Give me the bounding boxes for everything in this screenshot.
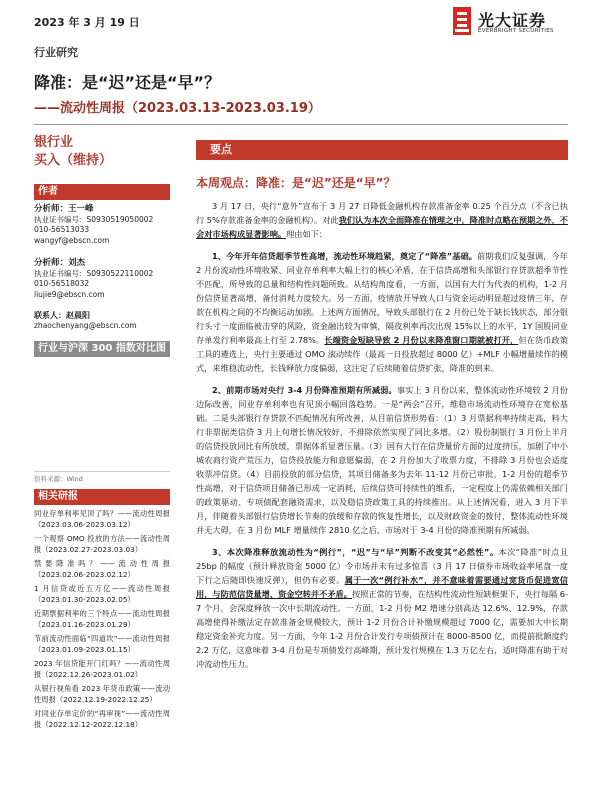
everbright-logo bbox=[452, 6, 570, 40]
paragraph-point-3: 3、本次降准释放流动性为“例行”，“迟”与“早”判断不改变其“必然性”。本次“降准”时点且 25bp 的幅度（预计释放资金 5000 亿）令市场并未有过多惊喜（3 月 17 日债券市场收益率尾盘一度下行之后随即快速反弹），但仍有必要。属于一次“例行补水”，并不意味着需要通过宽货币促进宽信用，与防范信贷量增、资金空转并不矛盾。按照正常的节奏，在结构性流动性短缺框架下，央行每隔 6-7 个月，会深度释放一次中长期流动性。一方面，1-2 月份 M2 增速分别高达 12.6%、12.9%，存款高增使得补缴法定存款准备金规模较大，预计 1-2 月份合计补缴规模超过 7000 亿，需要加大中长期稳定资金补充力度。另一方面，今年 1-2 月份合计发行专项债预计在 8000-8500 亿，而提前批额度约 2.2 万亿，这意味着 3-4 月份是专项债发行高峰期，预计发行规模在 1.3 万亿左右，适时降准有助于对冲流动性压力。 bbox=[196, 547, 569, 669]
authors-header: 作者 bbox=[34, 184, 170, 200]
chart-header: 行业与沪深 300 指数对比图 bbox=[34, 341, 170, 357]
related-report-link[interactable]: 禁要降准吗？——流动性周报（2023.02.06-2023.02.12） bbox=[34, 559, 170, 579]
viewpoint-heading: 本周观点：降准：是“迟”还是“早”？ bbox=[196, 176, 396, 190]
related-report-link[interactable]: 对同业存单定价的“再审视”——流动性周报（2022.12.12-2022.12.18） bbox=[34, 709, 170, 729]
header-divider bbox=[34, 124, 568, 125]
report-category: 行业研究 bbox=[34, 46, 78, 59]
logo-en-text: EVERBRIGHT SECURITIES bbox=[478, 28, 554, 34]
report-date: 2023 年 3 月 19 日 bbox=[34, 16, 140, 29]
related-report-link[interactable]: 一个观察 OMO 投放的方法——流动性周报（2023.02.27-2023.03.03） bbox=[34, 534, 170, 554]
everbright-logo-icon bbox=[452, 6, 472, 36]
related-reports-list bbox=[34, 509, 170, 730]
contact-name: 联系人：赵晨阳 bbox=[34, 311, 90, 320]
related-report-link[interactable]: 从银行视角看 2023 年货币政策——流动性周报（2022.12.19-2022.12.25） bbox=[34, 684, 170, 704]
author-license: 执业证书编号：S0930519050002 bbox=[34, 214, 154, 224]
sidebar bbox=[34, 134, 170, 734]
paragraph-point-1: 1、今年开年信贷超季节性高增，流动性环境趋紧，奠定了“降准”基础。前期我们反复强调，今年 2 月份流动性环境收紧、同业存单利率大幅上行的核心矛盾，在于信贷高增和头部银行存贷款超季节性不匹配，所导致的总量和结构性问题所致。从结构角度看，一方面，以国有大行为代表的机构，1-2 月份信贷显著高增，备付消耗力度较大。另一方面，疫情放开导致人口与资金运动明显超过疫情三年，存款在机构之间的不均衡运动加剧。上述两方面情况，导致头部银行在 2 月份已处于缺长钱状态，部分银行头寸一度面临被击穿的风险，资金融出较为审慎，隔夜利率再次出现 15%以上的水平，1Y 国股同业存单发行利率最高上行至 2.78%。长端资金短缺导致 2 月份以来降准窗口期就被打开，但在货币政策工具的遴选上，央行主要通过 OMO 滚动续作（最高一日投放超过 8000 亿）+MLF 小幅增量续作的模式，来维稳流动性，长钱释放力度偏弱，这注定了后续随着信贷扩张，降准的到来。 bbox=[196, 251, 568, 373]
related-report-link[interactable]: 2023 年信贷能开门红吗？——流动性周报（2022.12.26-2023.01.02） bbox=[34, 659, 170, 679]
related-report-link[interactable]: 同业存单利率见顶了吗？——流动性周报（2023.03.06-2023.03.12） bbox=[34, 509, 170, 529]
main-content bbox=[196, 134, 568, 671]
report-subtitle: ——流动性周报（2023.03.13-2023.03.19） bbox=[34, 101, 321, 116]
author-license: 执业证书编号：S0930522110002 bbox=[34, 268, 154, 278]
author-phone: 010-56513033 bbox=[34, 225, 90, 234]
author-name: 分析师：刘杰 bbox=[34, 258, 86, 268]
index-comparison-chart-placeholder bbox=[34, 359, 170, 472]
related-report-link[interactable]: 近期票据利率的三个特点——流动性周报（2023.01.16-2023.01.29） bbox=[34, 609, 170, 629]
author-name: 分析师：王一峰 bbox=[34, 204, 94, 214]
industry-label: 银行业 bbox=[34, 135, 74, 150]
author-phone: 010-56518032 bbox=[34, 279, 90, 288]
author-email[interactable]: liujie9@ebscn.com bbox=[34, 289, 105, 299]
contact-email[interactable]: zhaochenyang@ebscn.com bbox=[34, 321, 137, 330]
rating-label: 买入（维持） bbox=[34, 153, 113, 168]
related-reports-header: 相关研报 bbox=[34, 489, 170, 505]
paragraph-point-2: 2、前期市场对央行 3-4 月份降准预期有所减弱。事实上 3 月份以来，整体流动性环境较 2 月份边际改善，同业存单利率也有见顶小幅回落趋势。一是“两会”召开，维稳市场流动性环境存在宽松基础。二是头部银行存贷款不匹配情况有所改善，从目前信贷形势看：（1）3 月票据利率持续走高，料大行非票据类信贷 3 月上旬增长情况较好，不排除依然实现了同比多增。（2）股份制银行 3 月份上半月的信贷投放同比有所放缓，票据体系显著压量。（3）国有大行在信贷量价方面的过度挤压，加剧了中小城农商行资产荒压力，信贷投放能力和意愿偏弱，在 2 月份加大了收票力度，不排除 3 月份也会适度收票冲信贷。（4）目前投放的部分信贷，其项目储备多为去年 11-12 月份已审批，1-2 月份的超季节性高增，对于信贷项目储备已形成一定消耗，后续信贷可持续性的维系，一定程度上仍需依赖相关部门的政策驱动、专项债配套融资需求，以及稳信贷政策工具的持续推出。从上述情况看，进入 3 月下半月，伴随着头部银行信贷增长节奏的放缓和存款的恢复性增长，以及财政资金的拨付，整体流动性环境并无大碍，在 3 月份 MLF 增量续作 2810 亿之后，市场对于 3-4 月份的降准预期有所减弱。 bbox=[196, 385, 568, 535]
paragraph-intro: 3 月 17 日，央行“意外”宣布于 3 月 27 日降低金融机构存款准备金率 0.25 个百分点（不含已执行 5%存款准备金率的金融机构）。对此我们认为本次全面降准在情理之中，降准时点略在预期之外，不会对市场构成显著影响。理由如下： bbox=[196, 201, 568, 239]
related-report-link[interactable]: 1 月信贷或近五万亿——流动性周报（2023.01.30-2023.02.05） bbox=[34, 584, 170, 604]
chart-source: 资料来源：Wind bbox=[34, 475, 83, 483]
logo-cn-text: 光大证券 bbox=[478, 11, 547, 30]
author-card bbox=[34, 204, 170, 246]
key-points-header: 要点 bbox=[196, 140, 568, 160]
report-title: 降准：是“迟”还是“早”？ bbox=[34, 73, 221, 92]
author-email[interactable]: wangyf@ebscn.com bbox=[34, 235, 110, 245]
author-card bbox=[34, 258, 170, 300]
related-report-link[interactable]: 节前流动性面临“四道坎”——流动性周报（2023.01.09-2023.01.15） bbox=[34, 634, 170, 654]
